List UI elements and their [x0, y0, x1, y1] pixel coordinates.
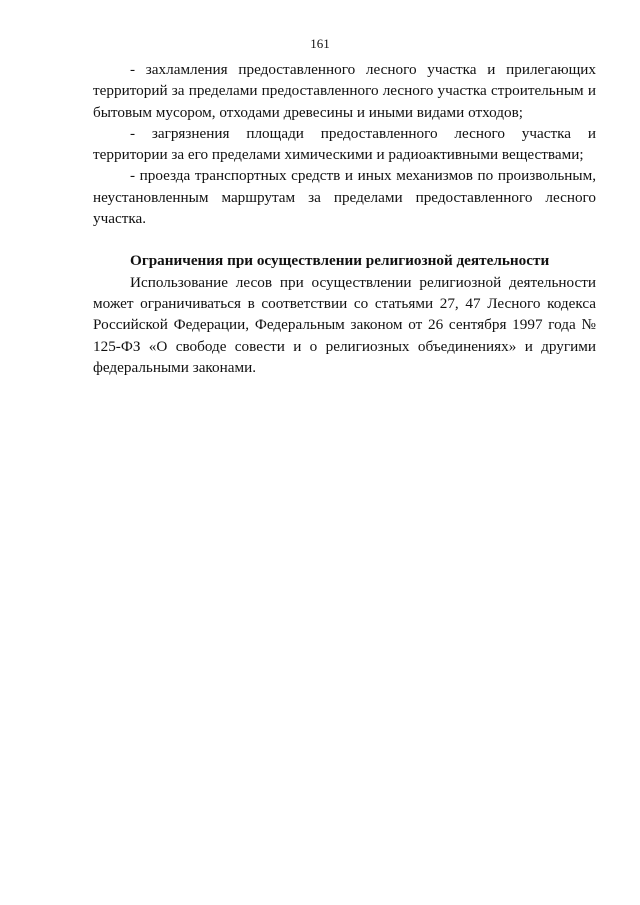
section-spacer	[93, 229, 596, 250]
section-paragraph: Использование лесов при осуществлении религиозной деятельности может ограничиваться в соответствии со статьями 27, 47 Лесного кодекса Российской Федерации, Федеральным законом от 26 сентября 1997 года № 125-ФЗ «О свободе совести и о религиозных объединениях» и другими федеральными законами.	[93, 273, 596, 376]
list-item-vehicles: - проезда транспортных средств и иных механизмов по произвольным, неустановленным маршрутам за пределами предоставленного лесного участка.	[93, 167, 596, 228]
list-item-littering: - захламления предоставленного лесного участка и прилегающих территорий за пределами предоставленного лесного участка строительным и бытовым мусором, отходами древесины и иными видами отходов;	[93, 61, 596, 121]
list-item-pollution: - загрязнения площади предоставленного лесного участка и территории за его пределами химическими и радиоактивными веществами;	[93, 124, 596, 164]
document-body	[93, 59, 596, 378]
section-heading: Ограничения при осуществлении религиозной деятельности	[130, 252, 550, 270]
page-number: 161	[310, 36, 330, 51]
